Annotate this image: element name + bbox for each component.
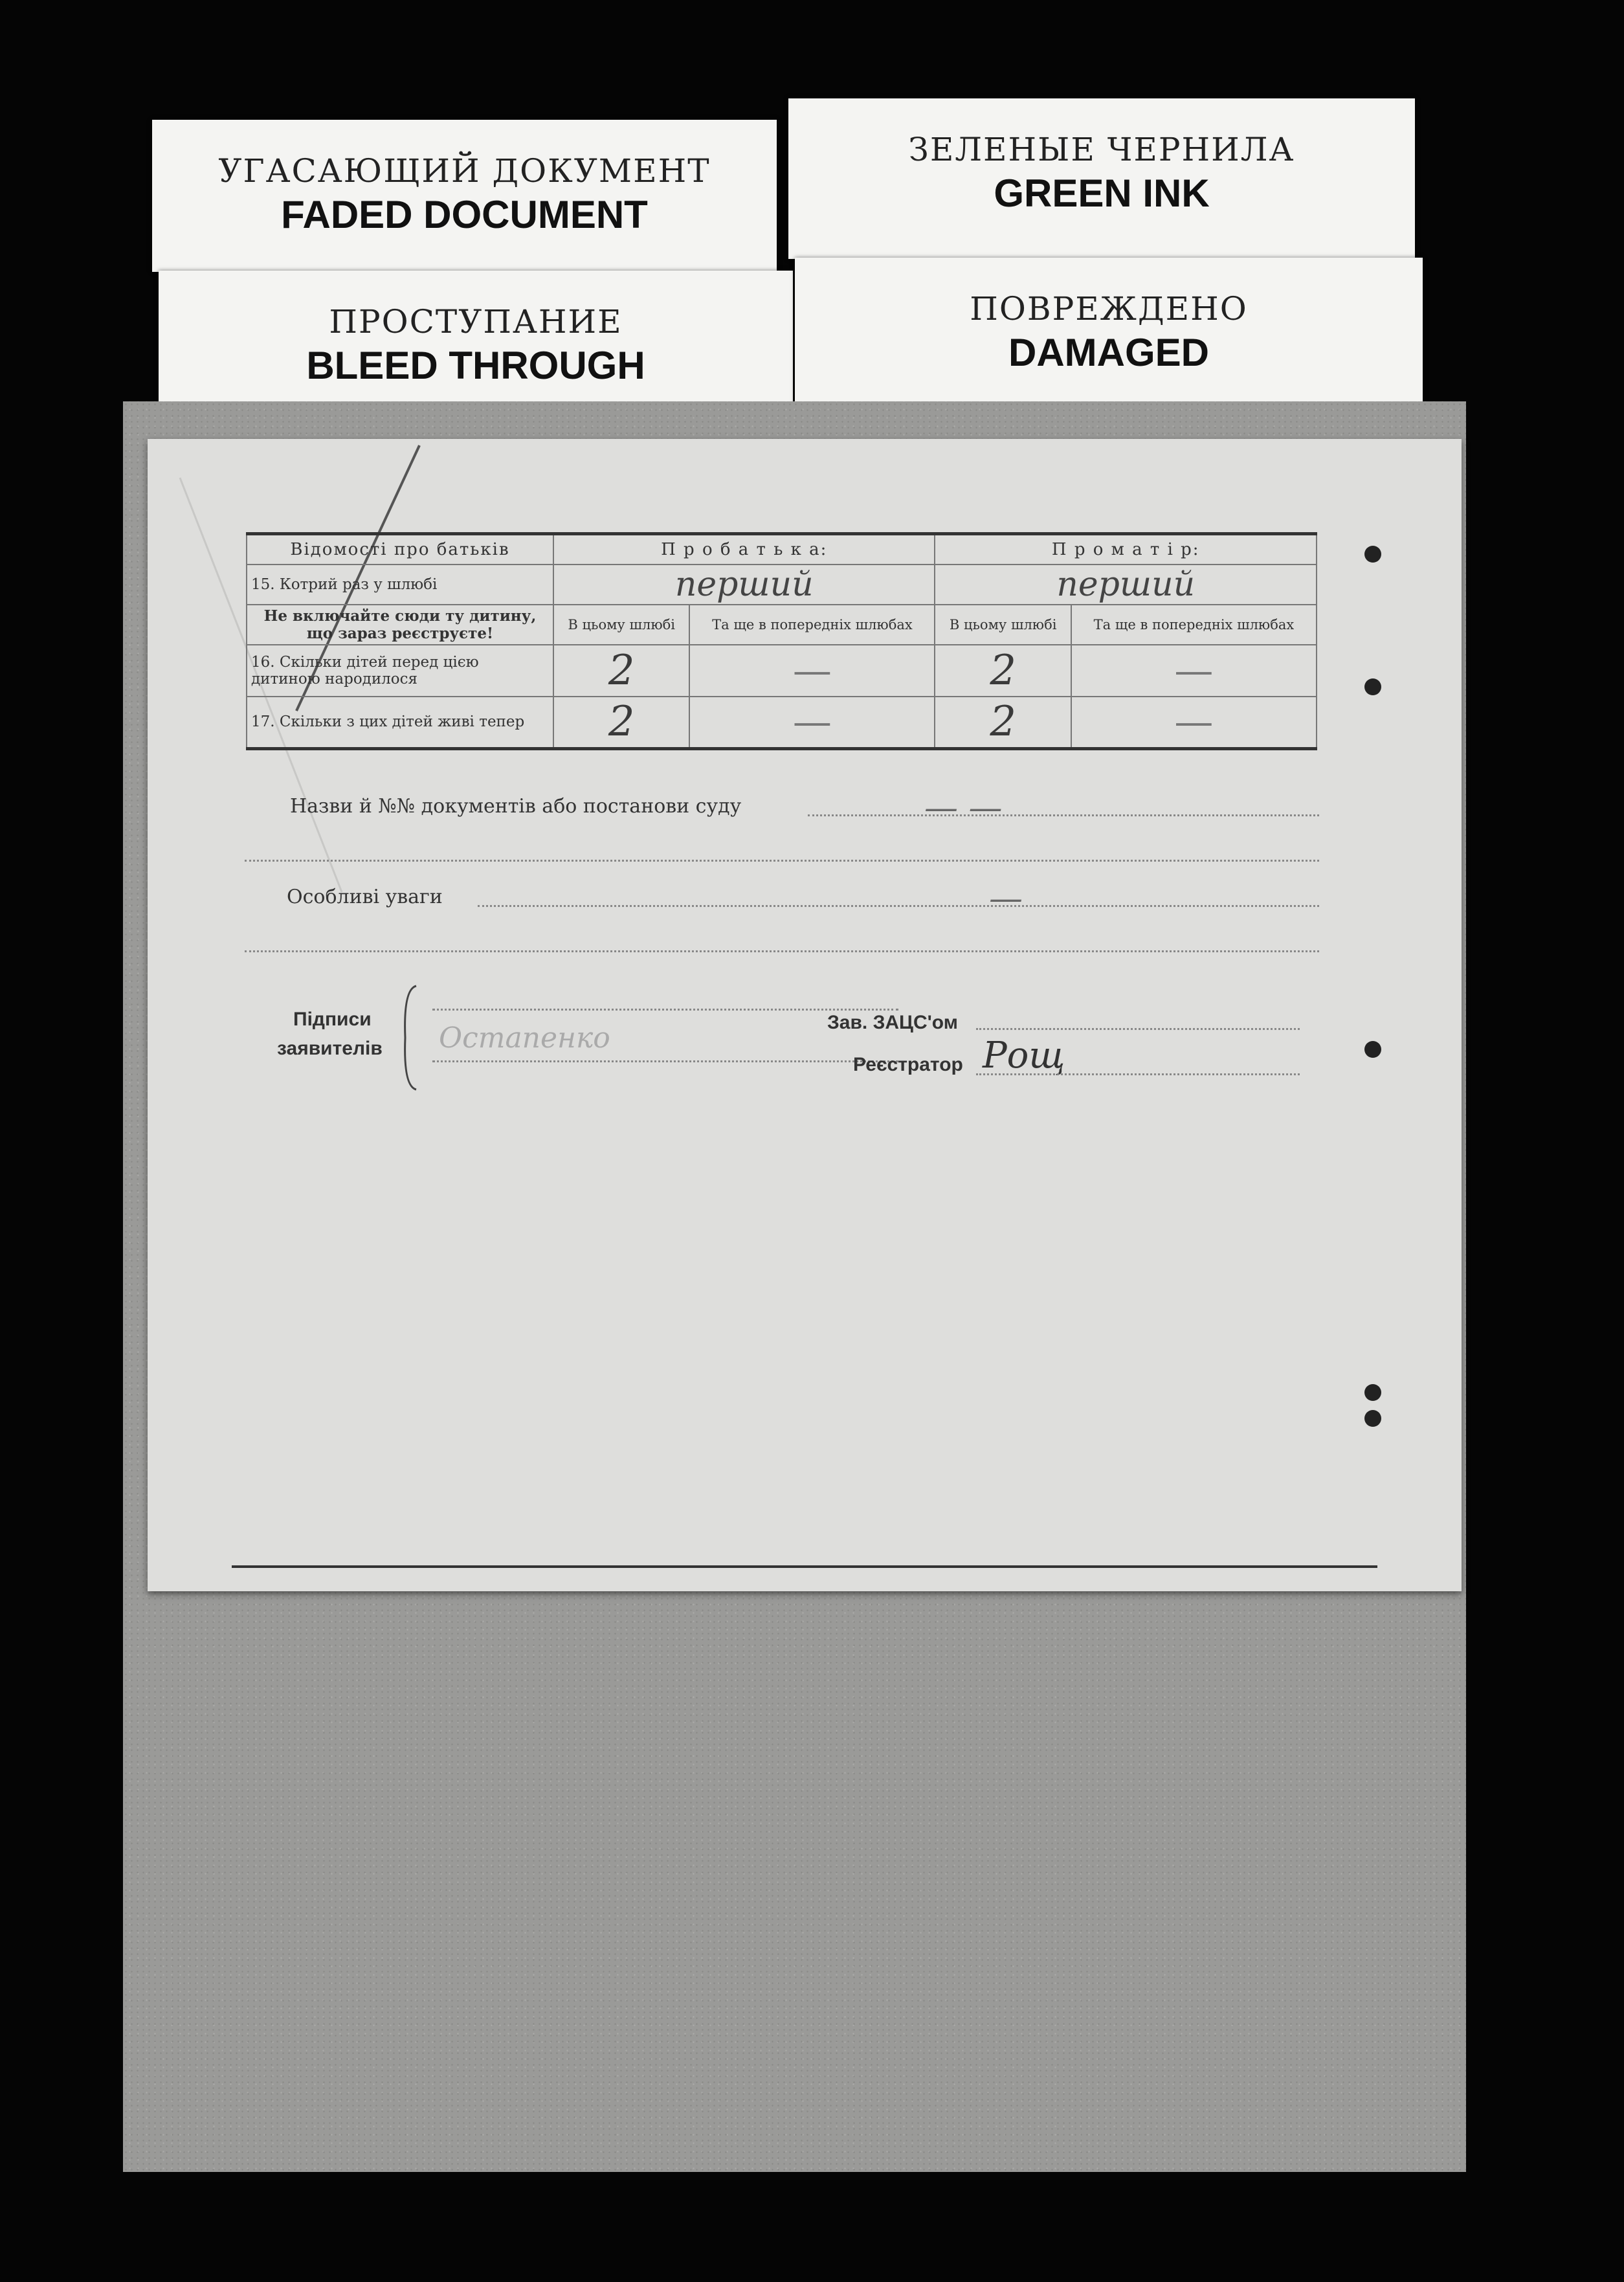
subheader-father-prev: Та ще в попередніх шлюбах	[689, 605, 935, 645]
row15-father	[553, 565, 935, 605]
subheader-row	[247, 605, 1317, 645]
row16-mother-this: 2	[935, 645, 1071, 697]
table-header-row	[247, 534, 1317, 565]
registrar-label: Реєстратор	[853, 1054, 963, 1075]
label-en: FADED DOCUMENT	[281, 193, 648, 236]
document-sheet	[148, 439, 1462, 1591]
label-ru: ПРОСТУПАНИЕ	[329, 303, 623, 341]
applicant-line-2	[432, 1060, 898, 1062]
row-15	[247, 565, 1317, 605]
remarks-label: Особливі уваги	[287, 886, 443, 908]
label-ru: УГАСАЮЩИЙ ДОКУМЕНТ	[218, 152, 711, 190]
label-damaged	[795, 258, 1423, 410]
label-en: DAMAGED	[1008, 331, 1209, 374]
row-17	[247, 697, 1317, 748]
row17-mother-prev: —	[1071, 697, 1317, 748]
row16-father-this: 2	[553, 645, 689, 697]
row15-father-value: перший	[674, 565, 814, 604]
subheader-mother-this: В цьому шлюбі	[935, 605, 1071, 645]
row17-mother-this: 2	[935, 697, 1071, 748]
registrar-line	[976, 1073, 1300, 1075]
punch-hole	[1364, 1410, 1381, 1427]
documents-line-2	[245, 860, 1319, 862]
row-16	[247, 645, 1317, 697]
applicant-signature: Остапенко	[439, 1022, 610, 1055]
subheader-note: Не включайте сюди ту дитину, що зараз реєструєте!	[247, 605, 553, 645]
label-bleed-through	[159, 271, 793, 423]
row16-mother-prev: —	[1071, 645, 1317, 697]
label-en: GREEN INK	[994, 172, 1210, 215]
applicant-line-1	[432, 1009, 898, 1011]
remarks-line-2	[245, 950, 1319, 952]
label-ru: ЗЕЛЕНЫЕ ЧЕРНИЛА	[908, 131, 1295, 168]
row15-mother	[935, 565, 1317, 605]
row16-label: 16. Скільки дітей перед цією дитиною народилося	[247, 645, 553, 697]
row17-father-this: 2	[553, 697, 689, 748]
documents-label: Назви й №№ документів або постанови суду	[290, 795, 742, 818]
registrar-signature: Рощ	[983, 1035, 1065, 1077]
row17-label: 17. Скільки з цих дітей живі тепер	[247, 697, 553, 748]
row16-father-prev: —	[689, 645, 935, 697]
bottom-rule	[232, 1565, 1377, 1568]
signatures-label-1: Підписи	[293, 1009, 372, 1030]
remarks-value: —	[989, 879, 1023, 918]
documents-line	[808, 814, 1319, 816]
signatures-brace	[400, 983, 419, 1093]
label-green-ink	[788, 98, 1415, 259]
subheader-mother-prev: Та ще в попередніх шлюбах	[1071, 605, 1317, 645]
head-line	[976, 1028, 1300, 1030]
header-parents: Відомості про батьків	[247, 534, 553, 565]
punch-hole	[1364, 1384, 1381, 1401]
label-ru: ПОВРЕЖДЕНО	[970, 290, 1248, 328]
row17-father-prev: —	[689, 697, 935, 748]
row15-label: 15. Котрий раз у шлюбі	[247, 565, 553, 605]
punch-hole	[1364, 1041, 1381, 1058]
parents-info-table	[246, 532, 1317, 750]
remarks-line	[478, 905, 1319, 907]
punch-hole	[1364, 678, 1381, 695]
subheader-father-this: В цьому шлюбі	[553, 605, 689, 645]
label-faded-document	[152, 120, 777, 272]
label-en: BLEED THROUGH	[306, 344, 645, 387]
header-mother: П р о м а т і р:	[935, 534, 1317, 565]
row15-mother-value: перший	[1056, 565, 1196, 604]
punch-hole	[1364, 546, 1381, 563]
documents-value: — —	[924, 789, 1003, 827]
signatures-label-2: заявителів	[277, 1038, 383, 1059]
header-father: П р о б а т ь к а:	[553, 534, 935, 565]
head-label: Зав. ЗАЦС'ом	[827, 1012, 958, 1033]
